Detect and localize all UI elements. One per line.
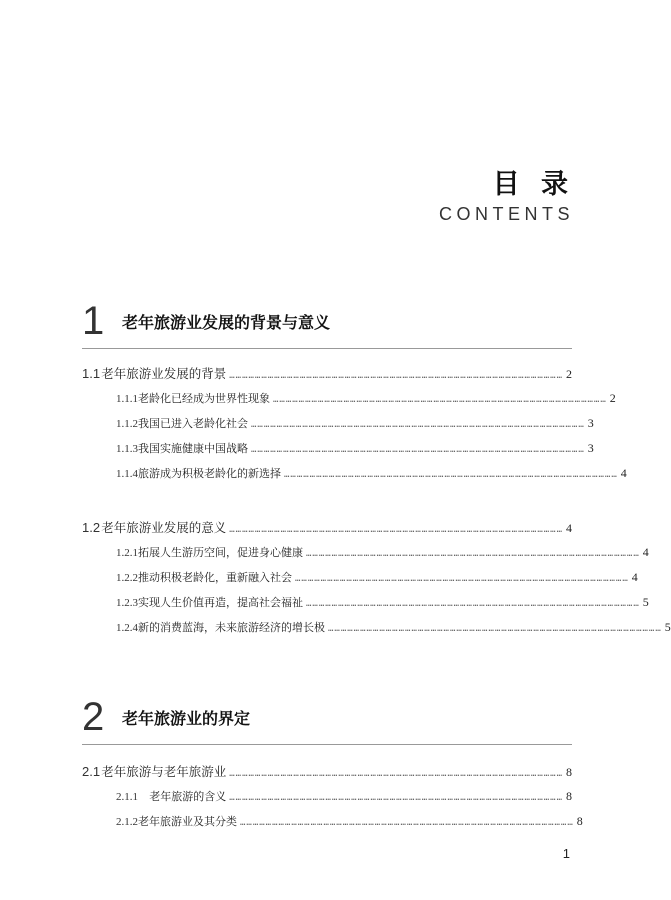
section-number: 2.1 xyxy=(82,764,101,779)
page-ref: 8 xyxy=(576,814,583,828)
leader-dots: ………………………………………………………………………………………………………………………………………… xyxy=(306,599,640,609)
leader-dots: ………………………………………………………………………………………………………………………………………… xyxy=(229,371,563,381)
toc-entry-subsection[interactable] xyxy=(82,544,649,564)
toc-entry-subsection[interactable] xyxy=(82,415,594,435)
page-ref: 5 xyxy=(642,595,649,609)
leader-dots: ………………………………………………………………………………………………………………………………………… xyxy=(240,818,574,828)
section-title: 老年旅游业发展的意义 xyxy=(101,520,227,535)
subsection-number: 1.1.2 xyxy=(116,418,138,430)
subsection-title: 我国已进入老龄化社会 xyxy=(138,417,248,430)
subsection-number: 1.1.1 xyxy=(116,393,138,405)
toc-title-block xyxy=(439,170,574,225)
section-title: 老年旅游与老年旅游业 xyxy=(101,764,227,779)
toc-entry-subsection[interactable] xyxy=(82,465,627,485)
leader-dots: ………………………………………………………………………………………………………………………………………… xyxy=(295,574,629,584)
toc-entry-subsection[interactable] xyxy=(82,390,616,410)
toc-entry-subsection[interactable] xyxy=(82,440,594,460)
toc-entry-subsection[interactable] xyxy=(82,569,638,589)
page-ref: 4 xyxy=(566,521,572,535)
leader-dots: ………………………………………………………………………………………………………………………………………… xyxy=(229,793,563,803)
subsection-number: 2.1.2 xyxy=(116,816,138,828)
toc-entry-subsection[interactable] xyxy=(82,619,671,639)
chapter-1 xyxy=(82,298,671,648)
subsection-number: 1.1.4 xyxy=(116,468,138,480)
section-number: 1.1 xyxy=(82,366,101,381)
toc-entry-section[interactable] xyxy=(82,518,572,538)
subsection-number: 1.2.2 xyxy=(116,572,138,584)
section-title: 老年旅游业发展的背景 xyxy=(101,366,227,381)
subsection-number: 1.2.3 xyxy=(116,597,138,609)
leader-dots: ………………………………………………………………………………………………………………………………………… xyxy=(229,769,563,779)
page-ref: 4 xyxy=(620,466,627,480)
page-ref: 2 xyxy=(609,391,616,405)
leader-dots: ………………………………………………………………………………………………………………………………………… xyxy=(273,395,607,405)
page-ref: 5 xyxy=(664,620,671,634)
leader-dots: ………………………………………………………………………………………………………………………………………… xyxy=(306,549,640,559)
toc-entry-section[interactable] xyxy=(82,762,572,782)
subsection-number: 1.2.1 xyxy=(116,547,138,559)
subsection-title: 实现人生价值再造，提高社会福祉 xyxy=(138,596,303,609)
leader-dots: ………………………………………………………………………………………………………………………………………… xyxy=(328,624,662,634)
subsection-title: 推动积极老龄化，重新融入社会 xyxy=(138,571,292,584)
toc-entry-subsection[interactable] xyxy=(82,813,583,833)
chapter-heading xyxy=(82,298,572,349)
subsection-number: 2.1.1 xyxy=(116,791,138,803)
subsection-title: 拓展人生游历空间，促进身心健康 xyxy=(138,546,303,559)
page-number: 1 xyxy=(562,846,570,861)
chapter-title: 老年旅游业的界定 xyxy=(122,708,251,728)
subsection-title: 新的消费蓝海，未来旅游经济的增长极 xyxy=(138,621,325,634)
chapter-heading xyxy=(82,694,572,745)
toc-title: 目 录 xyxy=(492,169,574,200)
toc-entry-subsection[interactable] xyxy=(82,594,649,614)
leader-dots: ………………………………………………………………………………………………………………………………………… xyxy=(284,470,618,480)
page-ref: 2 xyxy=(566,367,572,381)
subsection-title: 老龄化已经成为世界性现象 xyxy=(138,392,270,405)
leader-dots: ………………………………………………………………………………………………………………………………………… xyxy=(251,445,585,455)
toc-entry-section[interactable] xyxy=(82,364,572,384)
toc-subtitle: CONTENTS xyxy=(439,204,574,224)
chapter-title: 老年旅游业发展的背景与意义 xyxy=(122,312,331,332)
subsection-number: 1.1.3 xyxy=(116,443,138,455)
page-ref: 4 xyxy=(631,570,638,584)
subsection-title: 老年旅游的含义 xyxy=(149,790,227,803)
page-ref: 8 xyxy=(566,789,572,803)
subsection-number: 1.2.4 xyxy=(116,622,138,634)
chapter-number: 1 xyxy=(82,299,105,343)
leader-dots: ………………………………………………………………………………………………………………………………………… xyxy=(229,525,563,535)
page-ref: 4 xyxy=(642,545,649,559)
leader-dots: ………………………………………………………………………………………………………………………………………… xyxy=(251,420,585,430)
page-ref: 3 xyxy=(587,416,594,430)
section-number: 1.2 xyxy=(82,520,101,535)
chapter-number: 2 xyxy=(82,695,105,739)
page-ref: 8 xyxy=(566,765,572,779)
page-ref: 3 xyxy=(587,441,594,455)
subsection-title: 老年旅游业及其分类 xyxy=(138,815,237,828)
toc-entry-subsection[interactable] xyxy=(82,788,572,808)
subsection-title: 我国实施健康中国战略 xyxy=(138,442,248,455)
chapter-2 xyxy=(82,694,583,844)
subsection-title: 旅游成为积极老龄化的新选择 xyxy=(138,467,281,480)
